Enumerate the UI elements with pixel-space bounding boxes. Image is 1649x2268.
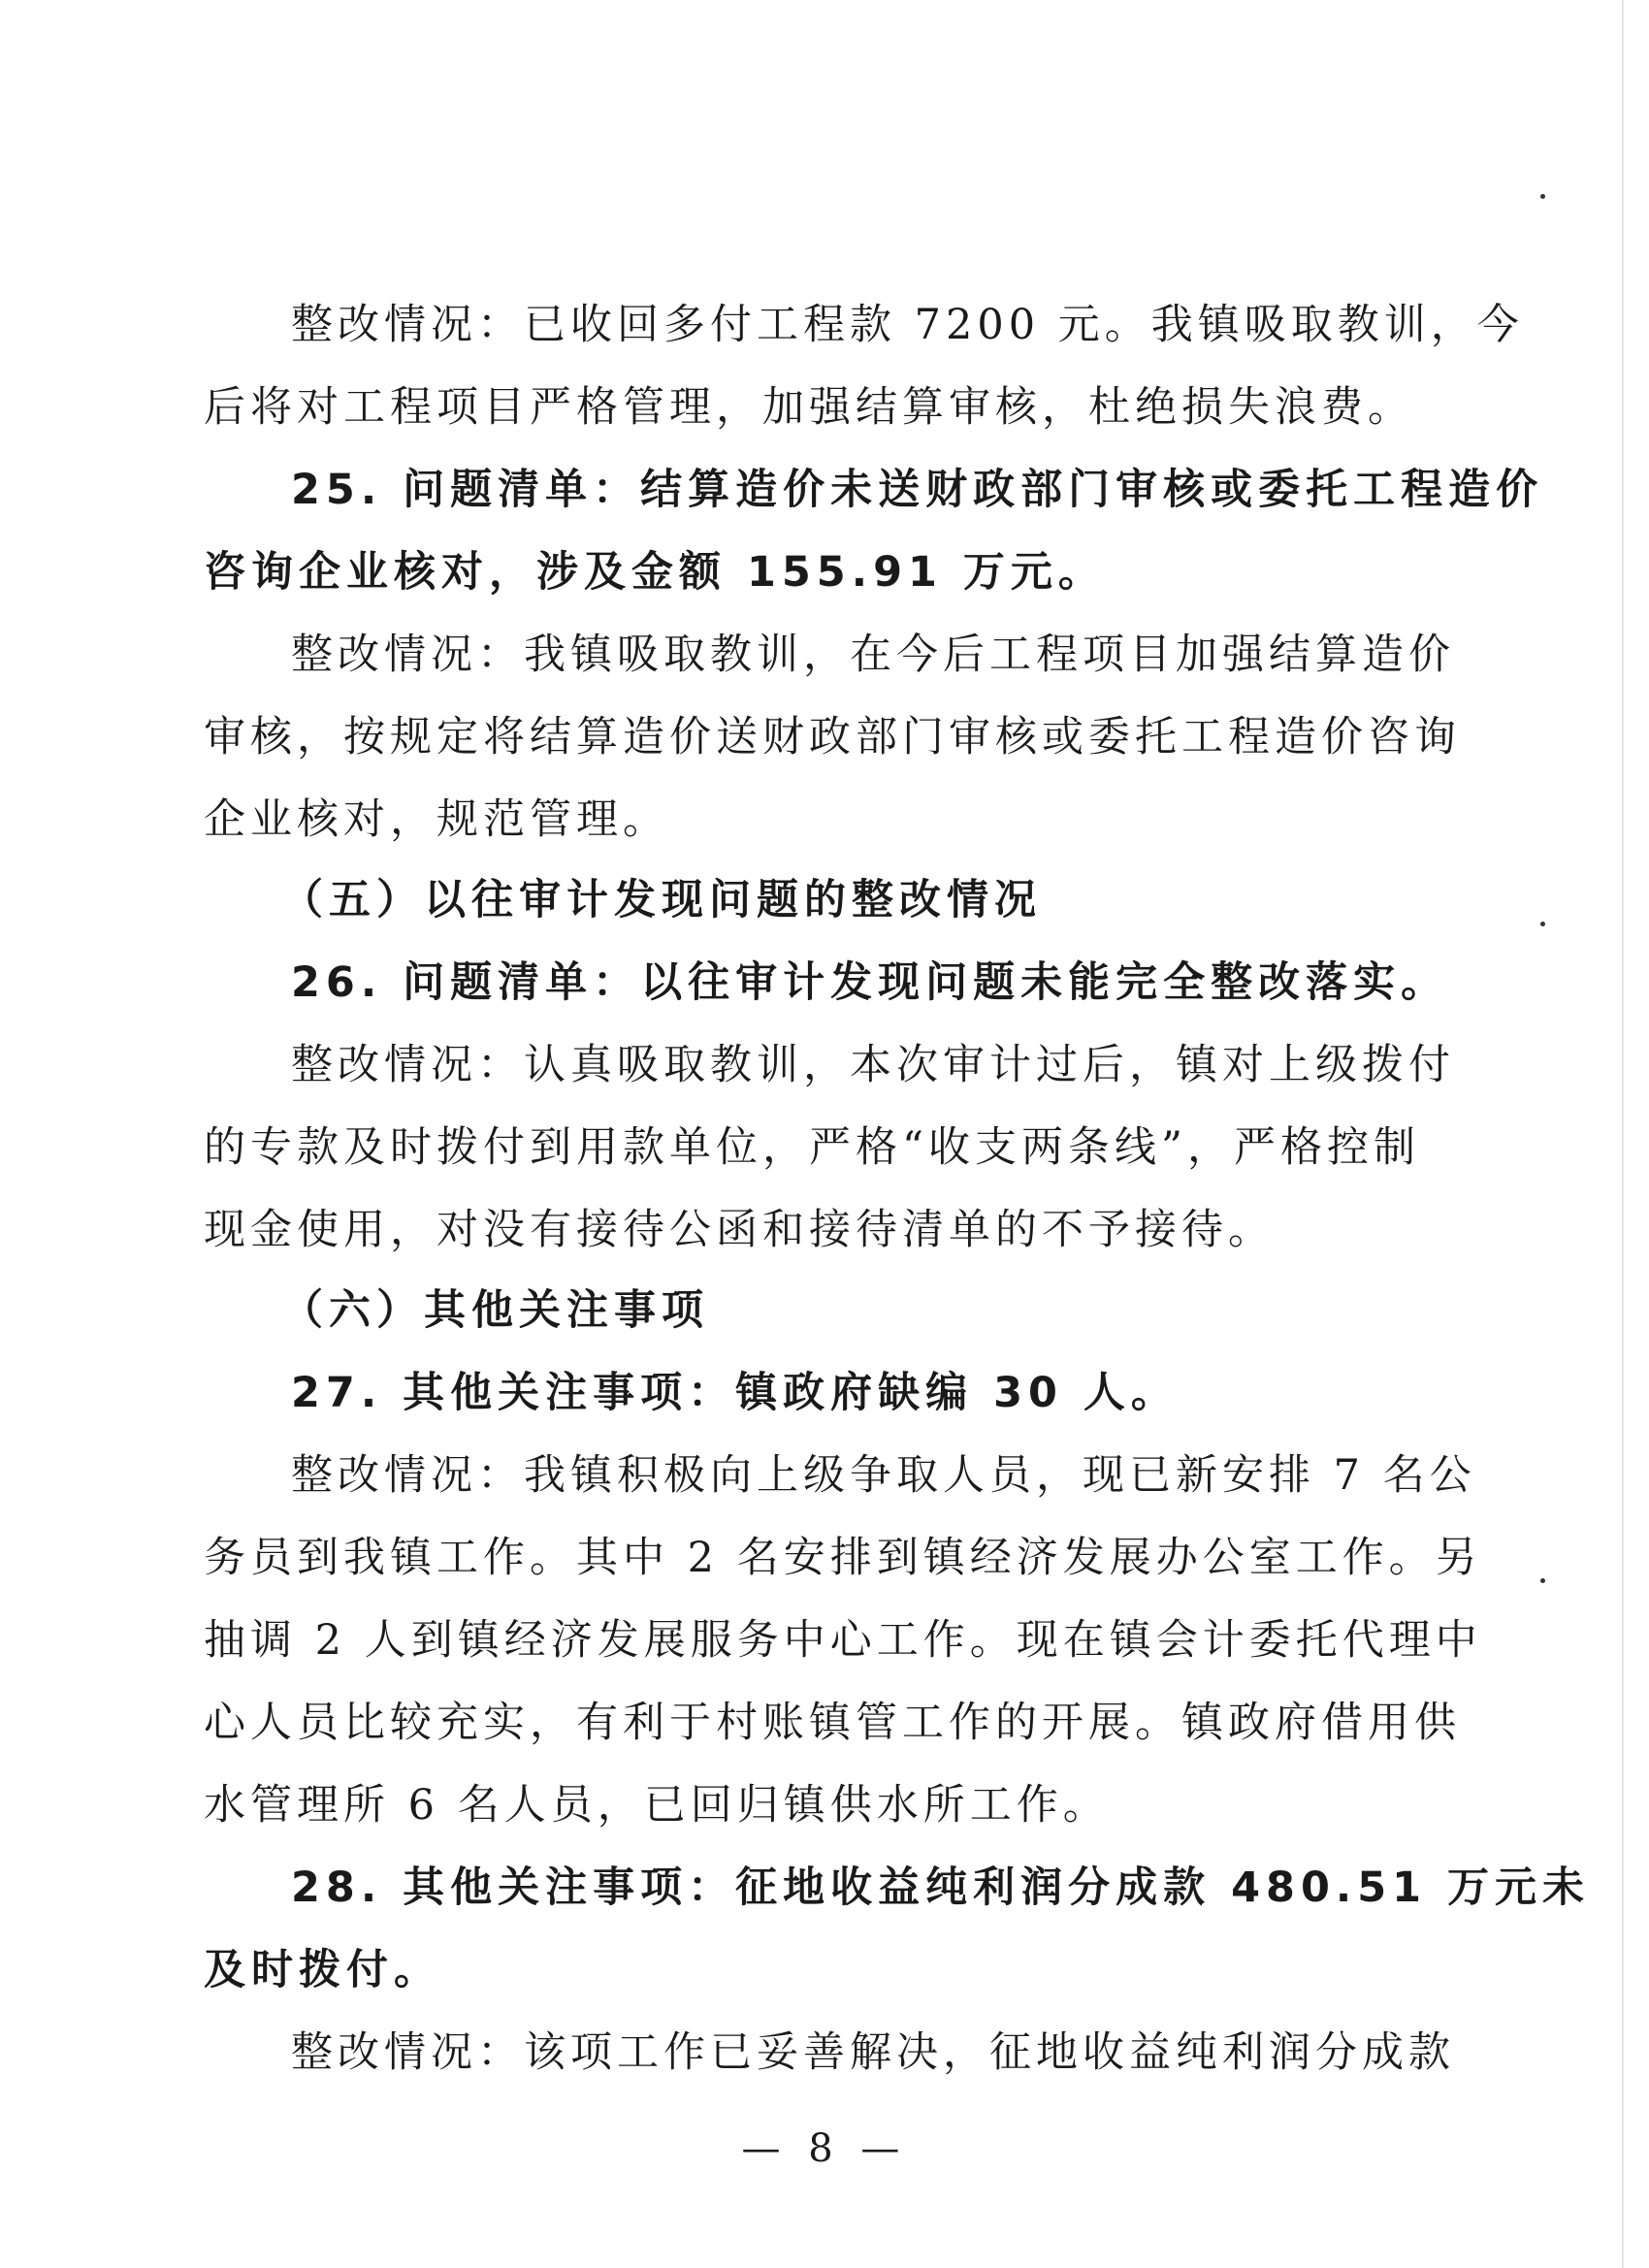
scan-edge xyxy=(1622,0,1624,2268)
paragraph-line: 务员到我镇工作。其中 2 名安排到镇经济发展办公室工作。另 xyxy=(204,1534,1482,1582)
paragraph-line: 水管理所 6 名人员，已回归镇供水所工作。 xyxy=(204,1781,1110,1830)
issue-heading: 25. 问题清单：结算造价未送财政部门审核或委托工程造价 xyxy=(291,466,1544,514)
paragraph-line: 心人员比较充实，有利于村账镇管工作的开展。镇政府借用供 xyxy=(204,1699,1461,1747)
issue-heading: 28. 其他关注事项：征地收益纯利润分成款 480.51 万元未 xyxy=(291,1863,1591,1912)
paragraph-line: 后将对工程项目严格管理，加强结算审核，杜绝损失浪费。 xyxy=(204,383,1414,432)
issue-heading: 咨询企业核对，涉及金额 155.91 万元。 xyxy=(204,548,1106,597)
paragraph-line: 整改情况：已收回多付工程款 7200 元。我镇吸取教训，今 xyxy=(291,301,1524,349)
paragraph-line: 现金使用，对没有接待公函和接待清单的不予接待。 xyxy=(204,1206,1275,1254)
paragraph-line: 整改情况：认真吸取教训，本次审计过后，镇对上级拨付 xyxy=(291,1041,1455,1089)
issue-heading: 及时拨付。 xyxy=(204,1946,441,1994)
paragraph-line: 的专款及时拨付到用款单位，严格“收支两条线”，严格控制 xyxy=(204,1123,1420,1172)
paragraph-line: 企业核对，规范管理。 xyxy=(204,795,669,844)
paragraph-line: 整改情况：该项工作已妥善解决，征地收益纯利润分成款 xyxy=(291,2028,1455,2077)
scan-speck xyxy=(1540,922,1545,926)
section-heading: （五）以往审计发现问题的整改情况 xyxy=(281,876,1042,924)
scan-speck xyxy=(1540,194,1545,199)
paragraph-line: 审核，按规定将结算造价送财政部门审核或委托工程造价咨询 xyxy=(204,713,1461,761)
issue-heading: 27. 其他关注事项：镇政府缺编 30 人。 xyxy=(291,1369,1179,1417)
paragraph-line: 整改情况：我镇积极向上级争取人员，现已新安排 7 名公 xyxy=(291,1451,1476,1500)
section-heading: （六）其他关注事项 xyxy=(281,1286,709,1335)
paragraph-line: 抽调 2 人到镇经济发展服务中心工作。现在镇会计委托代理中 xyxy=(204,1616,1482,1665)
scan-speck xyxy=(1540,1578,1545,1583)
paragraph-line: 整改情况：我镇吸取教训，在今后工程项目加强结算造价 xyxy=(291,631,1455,679)
page-number: — 8 — xyxy=(741,2126,908,2171)
issue-heading: 26. 问题清单：以往审计发现问题未能完全整改落实。 xyxy=(291,958,1449,1007)
